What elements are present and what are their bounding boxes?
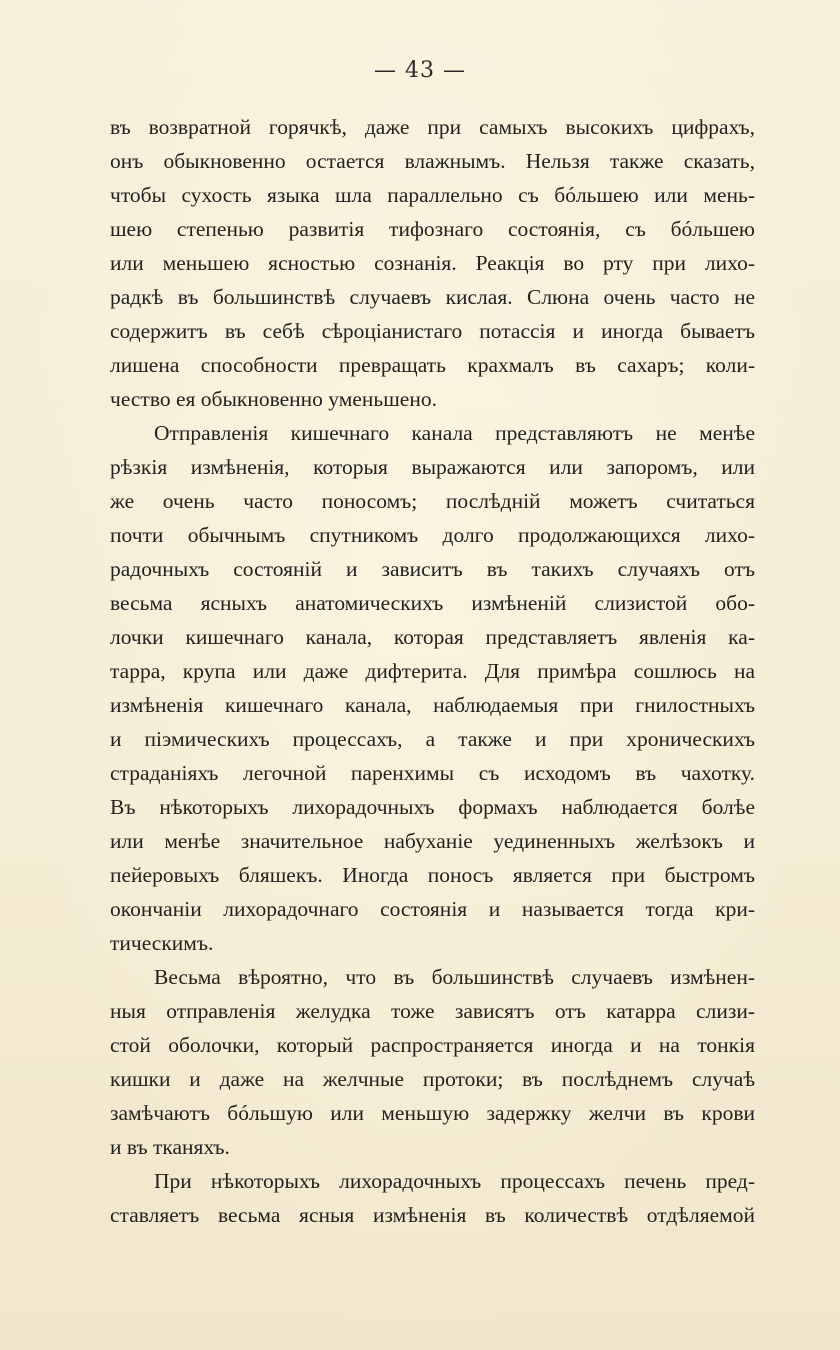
text-line: Весьма вѣроятно, что въ большинствѣ случаевъ измѣнен- xyxy=(154,965,755,989)
page-number: — 43 — xyxy=(374,58,466,83)
text-line: ставляетъ весьма ясныя измѣненія въ количествѣ отдѣляемой xyxy=(110,1203,755,1227)
text-line: Въ нѣкоторыхъ лихорадочныхъ формахъ наблюдается болѣе xyxy=(110,795,755,819)
text-line: чтобы сухость языка шла параллельно съ бóльшею или мень- xyxy=(110,183,755,207)
text-line: лочки кишечнаго канала, которая представляетъ явленія ка- xyxy=(110,625,755,649)
text-line: чество ея обыкновенно уменьшено. xyxy=(110,387,437,411)
text-line: въ возвратной горячкѣ, даже при самыхъ высокихъ цифрахъ, xyxy=(110,115,755,139)
text-line: или менѣе значительное набуханіе уединенныхъ желѣзокъ и xyxy=(110,829,755,853)
text-line: окончаніи лихорадочнаго состоянія и называется тогда кри- xyxy=(110,897,755,921)
text-line: ныя отправленія желудка тоже зависятъ отъ катарра слизи- xyxy=(110,999,755,1023)
text-line: рѣзкія измѣненія, которыя выражаются или запоромъ, или xyxy=(110,455,755,479)
text-line: стой оболочки, который распространяется иногда и на тонкія xyxy=(110,1033,755,1057)
text-line: страданіяхъ легочной паренхимы съ исходомъ въ чахотку. xyxy=(110,761,755,785)
text-line: тарра, крупа или даже дифтерита. Для примѣра сошлюсь на xyxy=(110,659,755,683)
text-line: почти обычнымъ спутникомъ долго продолжающихся лихо- xyxy=(110,523,755,547)
text-line: шею степенью развитія тифознаго состоянія, съ бóльшею xyxy=(110,217,755,241)
text-line: онъ обыкновенно остается влажнымъ. Нельзя также сказать, xyxy=(110,149,755,173)
text-line: При нѣкоторыхъ лихорадочныхъ процессахъ печень пред- xyxy=(154,1169,755,1193)
text-line: пейеровыхъ бляшекъ. Иногда поносъ является при быстромъ xyxy=(110,863,755,887)
text-line: радочныхъ состояній и зависитъ въ такихъ случаяхъ отъ xyxy=(110,557,755,581)
text-line: измѣненія кишечнаго канала, наблюдаемыя при гнилостныхъ xyxy=(110,693,755,717)
text-line: весьма ясныхъ анатомическихъ измѣненій слизистой обо- xyxy=(110,591,755,615)
text-line: и въ тканяхъ. xyxy=(110,1135,230,1159)
text-line: содержитъ въ себѣ сѣроціанистаго потассія и иногда бываетъ xyxy=(110,319,755,343)
text-line: кишки и даже на желчные протоки; въ послѣднемъ случаѣ xyxy=(110,1067,755,1091)
text-line: радкѣ въ большинствѣ случаевъ кислая. Слюна очень часто не xyxy=(110,285,755,309)
text-line: же очень часто поносомъ; послѣдній можетъ считаться xyxy=(110,489,755,513)
body-text xyxy=(110,110,755,1232)
text-line: тическимъ. xyxy=(110,931,214,955)
text-line: замѣчаютъ бóльшую или меньшую задержку желчи въ крови xyxy=(110,1101,755,1125)
text-line: и піэмическихъ процессахъ, а также и при хроническихъ xyxy=(110,727,755,751)
text-line: лишена способности превращать крахмалъ въ сахаръ; коли- xyxy=(110,353,755,377)
text-line: или меньшею ясностью сознанія. Реакція во рту при лихо- xyxy=(110,251,755,275)
text-line: Отправленія кишечнаго канала представляютъ не менѣе xyxy=(154,421,755,445)
